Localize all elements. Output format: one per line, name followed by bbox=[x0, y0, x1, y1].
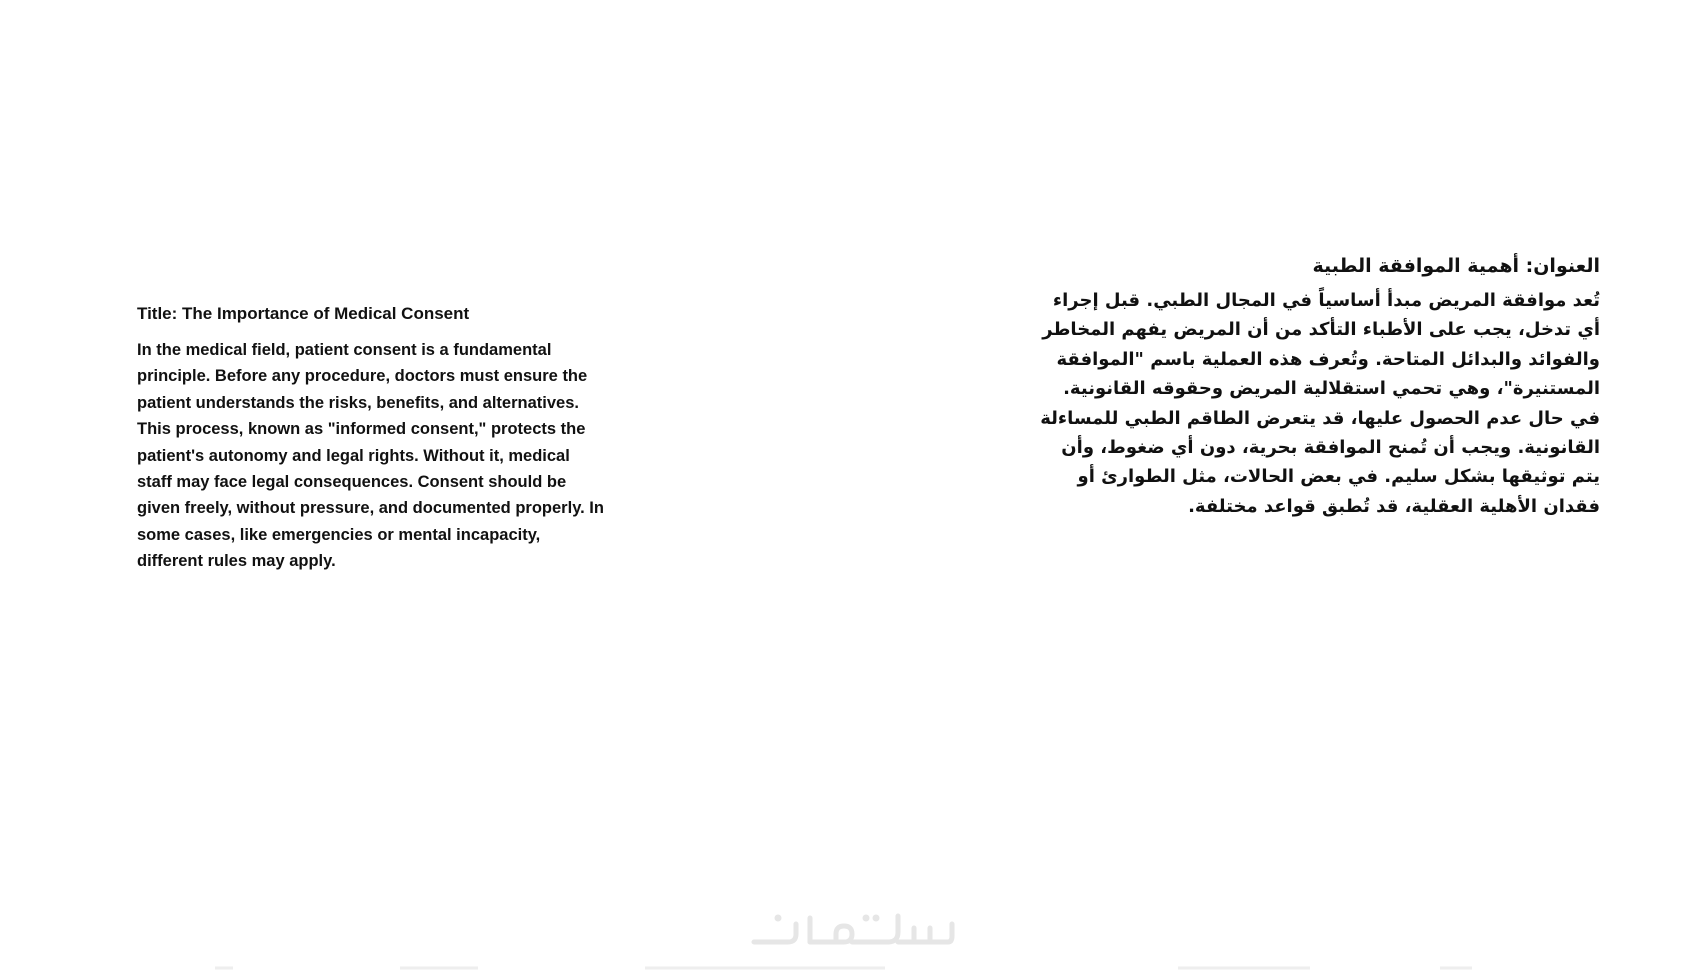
arabic-body-paragraph: تُعد موافقة المريض مبدأ أساسياً في المجال الطبي. قبل إجراء أي تدخل، يجب على الأطباء التأكد من أن المريض يفهم المخاطر والفوائد والبدائل المتاحة. وتُعرف هذه العملية باسم "الموافقة المستنيرة"، وهي تحمي استقلالية المريض وحقوقه القانونية. في حال عدم الحصول عليها، قد يتعرض الطاقم الطبي للمساءلة القانونية. ويجب أن تُمنح الموافقة بحرية، دون أي ضغوط، وأن يتم توثيقها بشكل سليم. في بعض الحالات، مثل الطوارئ أو فقدان الأهلية العقلية، قد تُطبق قواعد مختلفة. bbox=[1040, 290, 1600, 517]
arabic-title: العنوان: أهمية الموافقة الطبية bbox=[1312, 255, 1600, 277]
footer-decorative-lines bbox=[0, 966, 1700, 970]
english-body-paragraph: In the medical field, patient consent is a fundamental principle. Before any procedure, doctors must ensure the patient understands the risks, benefits, and alternatives. This process, known as "informed consent," protects the patient's autonomy and legal rights. Without it, medical staff may face legal consequences. Consent should be given freely, without pressure, and documented properly. In some cases, like emergencies or mental incapacity, different rules may apply. bbox=[137, 341, 604, 571]
arabic-text-block bbox=[1040, 252, 1600, 521]
khamsat-logo-watermark bbox=[748, 898, 956, 958]
english-text-block bbox=[137, 303, 607, 575]
english-title: Title: The Importance of Medical Consent bbox=[137, 304, 470, 323]
